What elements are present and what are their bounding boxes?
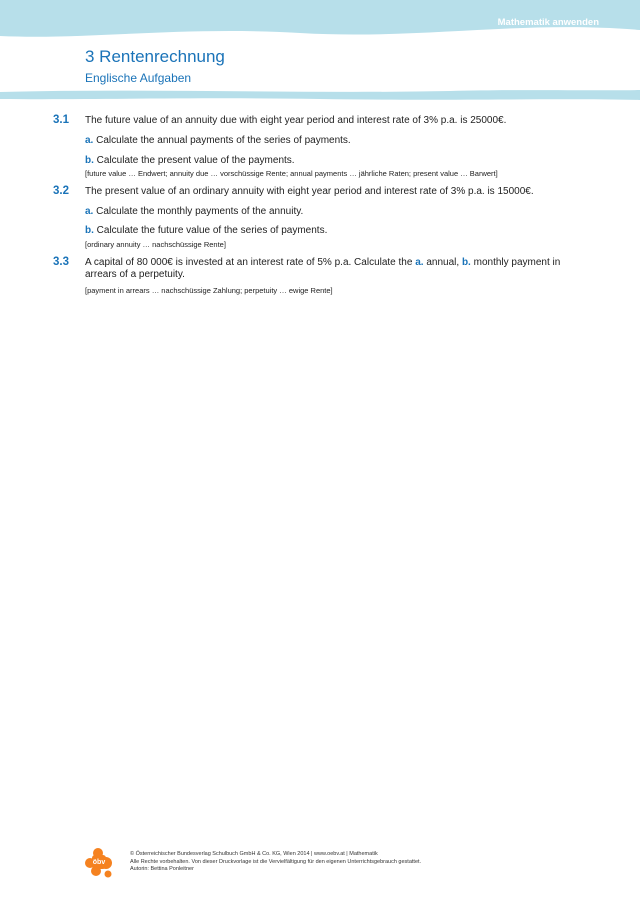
exercise-number: 3.2 [53,185,69,197]
publisher-logo [82,843,118,879]
part-label: b. [461,257,471,268]
exercise-part [85,135,351,147]
chapter-title: 3 Rentenrechnung [85,47,225,66]
exercise-part [85,206,303,218]
exercise-part [85,155,295,167]
divider-wave [0,88,640,102]
part-label: b. [85,225,94,236]
part-label: a. [415,257,424,268]
footer-copyright: © Österreichischer Bundesverlag Schulbuch GmbH & Co. KG, Wien 2014 | www.oebv.at | Mathematik [130,851,378,857]
footer-author: Autorin: Bettina Ponleitner [130,866,194,872]
chapter-subtitle: Englische Aufgaben [85,71,192,85]
part-text: Calculate the annual payments of the series of payments. [96,135,351,146]
exercise-text: The present value of an ordinary annuity with eight year period and interest rate of 3% p.a. is 15000€. [85,186,534,197]
exercise-text-start: A capital of 80 000€ is invested at an interest rate of 5% p.a. Calculate the [85,257,413,268]
part-label: b. [85,155,94,166]
part-text: Calculate the monthly payments of the annuity. [96,206,304,217]
exercise-text-end: monthly payment in arrears of a perpetuity. [85,257,561,280]
exercise-number: 3.3 [53,256,69,268]
glossary: [future value … Endwert; annuity due … vorschüssige Rente; annual payments … jährliche Raten; present value … Barwert] [85,169,498,178]
part-text: Calculate the present value of the payments. [96,155,295,166]
footer [130,851,421,874]
part-text: Calculate the future value of the series of payments. [96,225,328,236]
exercise-text-middle: annual, [426,257,460,268]
exercise-text: The future value of an annuity due with eight year period and interest rate of 3% p.a. is 25000€. [85,115,507,126]
glossary: [payment in arrears … nachschüssige Zahlung; perpetuity … ewige Rente] [85,286,333,295]
part-label: a. [85,135,94,146]
exercise-text [85,257,570,281]
series-title: Mathematik anwenden [497,17,599,28]
exercise-part [85,225,327,237]
logo-text: öbv [92,859,106,866]
part-label: a. [85,206,94,217]
exercise-number: 3.1 [53,114,69,126]
footer-rights: Alle Rechte vorbehalten. Von dieser Druckvorlage ist die Vervielfältigung für den eigenen Unterrichtsgebrauch gestattet. [130,858,422,865]
glossary: [ordinary annuity … nachschüssige Rente] [85,240,226,249]
